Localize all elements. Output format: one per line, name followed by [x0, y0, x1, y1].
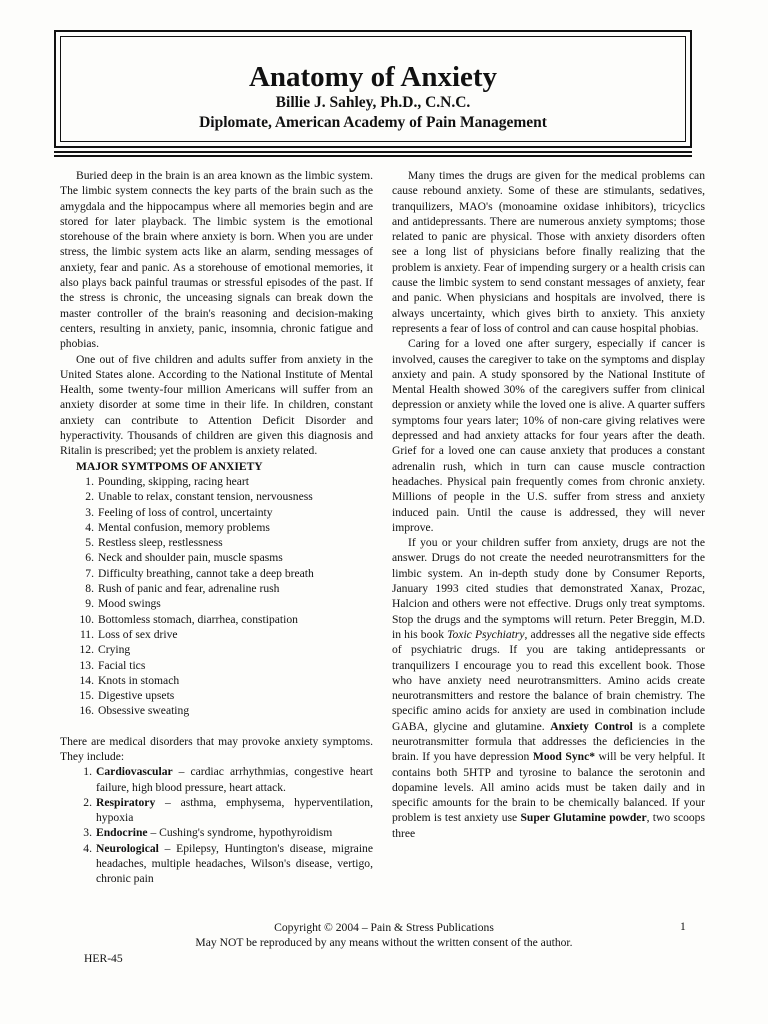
disorder-item: 3. Endocrine – Cushing's syndrome, hypothyroidism: [83, 826, 333, 840]
symptom-item: 4. Mental confusion, memory problems: [85, 520, 270, 534]
symptom-item: 8. Rush of panic and fear, adrenaline rush: [85, 582, 280, 596]
treatment-paragraph: If you or your children suffer from anxiety, drugs are not the answer. Drugs do not create the needed neurotransmitters for the limbic system. An in-depth study done by Consumer Reports, January 1993 cited studies that demonstrated Xanax, Prozac, Halcion and others were not effective. Drugs only treat symptoms. Stop the drugs and the symptoms will return. Peter Breggin, M.D. in his book Toxic Psychiatry, addresses all the negative side effects of psychiatric drugs. If you are taking antidepressants or tranquilizers I encourage you to read this excellent book. Those who have anxiety need neurotransmitters. Amino acids create neurotransmitters and restore the balance of brain chemistry. The specific amino acids for anxiety are used in combination include GABA, glycine and glutamine. Anxiety Control is a complete neurotransmitter formula that addresses the deficiencies in the brain. If you have depression Mood Sync* will be very helpful. It contains both 5HTP and tyrosine to balance the serotonin and dopamine levels. All amino acids must be taken daily and in specific amounts for the brain to be chemically balanced. If your problem is test anxiety use Super Glutamine powder, two scoops three: [392, 536, 705, 840]
product-mood-sync: Mood Sync*: [532, 750, 596, 764]
page-number: 1: [680, 920, 686, 933]
intro-paragraph: Buried deep in the brain is an area known as the limbic system. The limbic system connects the key parts of the brain such as the amygdala and the hippocampus where all memories begin and are stored for later playback. The limbic system is the emotional storehouse of the brain where anxiety is born. When you are under stress, the limbic system acts like an alarm, sending messages of anxiety, fear and panic. As a storehouse of emotional memories, it also plays back painful traumas or stressful episodes of the past. If the stress is chronic, the unceasing signals can break down the master controller of the brain's reasoning and decision-making centers, resulting in anxiety, panic, insomnia, chronic fatigue and phobias.: [60, 169, 373, 351]
symptom-item: 15. Digestive upsets: [79, 689, 175, 703]
symptom-item: 10. Bottomless stomach, diarrhea, constipation: [79, 612, 298, 626]
product-anxiety-control: Anxiety Control: [550, 719, 633, 733]
book-title: Toxic Psychiatry: [447, 627, 525, 641]
left-column: [60, 168, 373, 887]
symptoms-heading: MAJOR SYMTPOMS OF ANXIETY: [76, 459, 263, 473]
symptom-item: 11. Loss of sex drive: [79, 627, 178, 641]
product-super-glutamine: Super Glutamine powder: [520, 811, 647, 825]
symptom-item: 14. Knots in stomach: [79, 673, 180, 687]
page-title: Anatomy of Anxiety: [248, 61, 498, 93]
title-box-inner: [60, 36, 686, 142]
disorder-item: 1. Cardiovascular – cardiac arrhythmias, congestive heart failure, high blood pressure, heart attack.: [83, 765, 373, 794]
disorders-intro: There are medical disorders that may provoke anxiety symptoms. They include:: [60, 734, 373, 763]
symptom-item: 6. Neck and shoulder pain, muscle spasms: [85, 551, 283, 565]
document-code: HER-45: [84, 952, 123, 965]
affiliation-line: Diplomate, American Academy of Pain Management: [199, 114, 547, 131]
symptoms-list: [60, 474, 373, 719]
disorder-item: 4. Neurological – Epilepsy, Huntington's disease, migraine headaches, multiple headaches, Wilson's disease, vertigo, chronic pain: [83, 841, 373, 886]
caregiver-paragraph: Caring for a loved one after surgery, especially if cancer is involved, causes the caregiver to take on the symptoms and display anxiety and pain. A study sponsored by the National Institute of Mental Health showed 30% of the caregivers suffer from clinical depression or anxiety while the loved one is alive. A quarter suffers symptoms four years later; 10% of non-care giving relatives were depressed and had anxiety attacks for four years after the death. Grief for a loved one can cause anxiety that produces a constant adrenalin rush, which in turn can cause muscle contraction headaches. Physical pain frequently comes from chronic anxiety. Millions of people in the U.S. suffer from stress and anxiety induced pain. Until the cause is addressed, they will never improve.: [392, 337, 705, 534]
statistics-paragraph: One out of five children and adults suffer from anxiety in the United States alone. According to the National Institute of Mental Health, some twenty-four million Americans will suffer from an anxiety disorder at some time in their life. In children, constant anxiety can contribute to Attention Deficit Disorder and hyperactivity. Thousands of children are given this diagnosis and Ritalin is prescribed; yet the problem is anxiety related.: [60, 352, 373, 458]
copyright-line: Copyright © 2004 – Pain & Stress Publications: [274, 921, 494, 934]
symptom-item: 5. Restless sleep, restlessness: [85, 536, 223, 550]
reproduction-notice: May NOT be reproduced by any means without the written consent of the author.: [195, 936, 573, 949]
disorders-list: [60, 764, 373, 886]
symptom-item: 16. Obsessive sweating: [79, 704, 190, 718]
symptom-item: 3. Feeling of loss of control, uncertainty: [85, 505, 273, 519]
symptom-item: 2. Unable to relax, constant tension, nervousness: [85, 490, 313, 504]
header-rule-top: [54, 151, 692, 153]
symptom-item: 13. Facial tics: [79, 658, 146, 672]
symptom-item: 12. Crying: [79, 643, 131, 657]
right-column: [392, 168, 705, 841]
symptom-item: 9. Mood swings: [85, 597, 161, 611]
symptom-item: 1. Pounding, skipping, racing heart: [85, 474, 250, 488]
header-rule-bottom: [54, 155, 692, 157]
title-box: [54, 30, 692, 148]
drugs-paragraph: Many times the drugs are given for the medical problems can cause rebound anxiety. Some of these are stimulants, sedatives, tranquilizers, MAO's (monoamine oxidase inhibitors), tricyclics and antidepressants. There are numerous anxiety symptoms; those related to panic are physical. Those with anxiety disorders often see a long list of physicians before finally realizing that the problem is anxiety. Fear of impending surgery or a health crisis can cause the limbic system to send constant messages of anxiety, fear and panic. When physicians and hospitals are involved, there is always uncertainty, which gives birth to anxiety. This anxiety represents a fear of loss of control and can cause hospital phobias.: [392, 169, 705, 335]
disorder-item: 2. Respiratory – asthma, emphysema, hyperventilation, hypoxia: [83, 795, 373, 825]
symptom-item: 7. Difficulty breathing, cannot take a deep breath: [85, 566, 314, 580]
author-line: Billie J. Sahley, Ph.D., C.N.C.: [275, 94, 471, 111]
footer: [0, 920, 768, 950]
